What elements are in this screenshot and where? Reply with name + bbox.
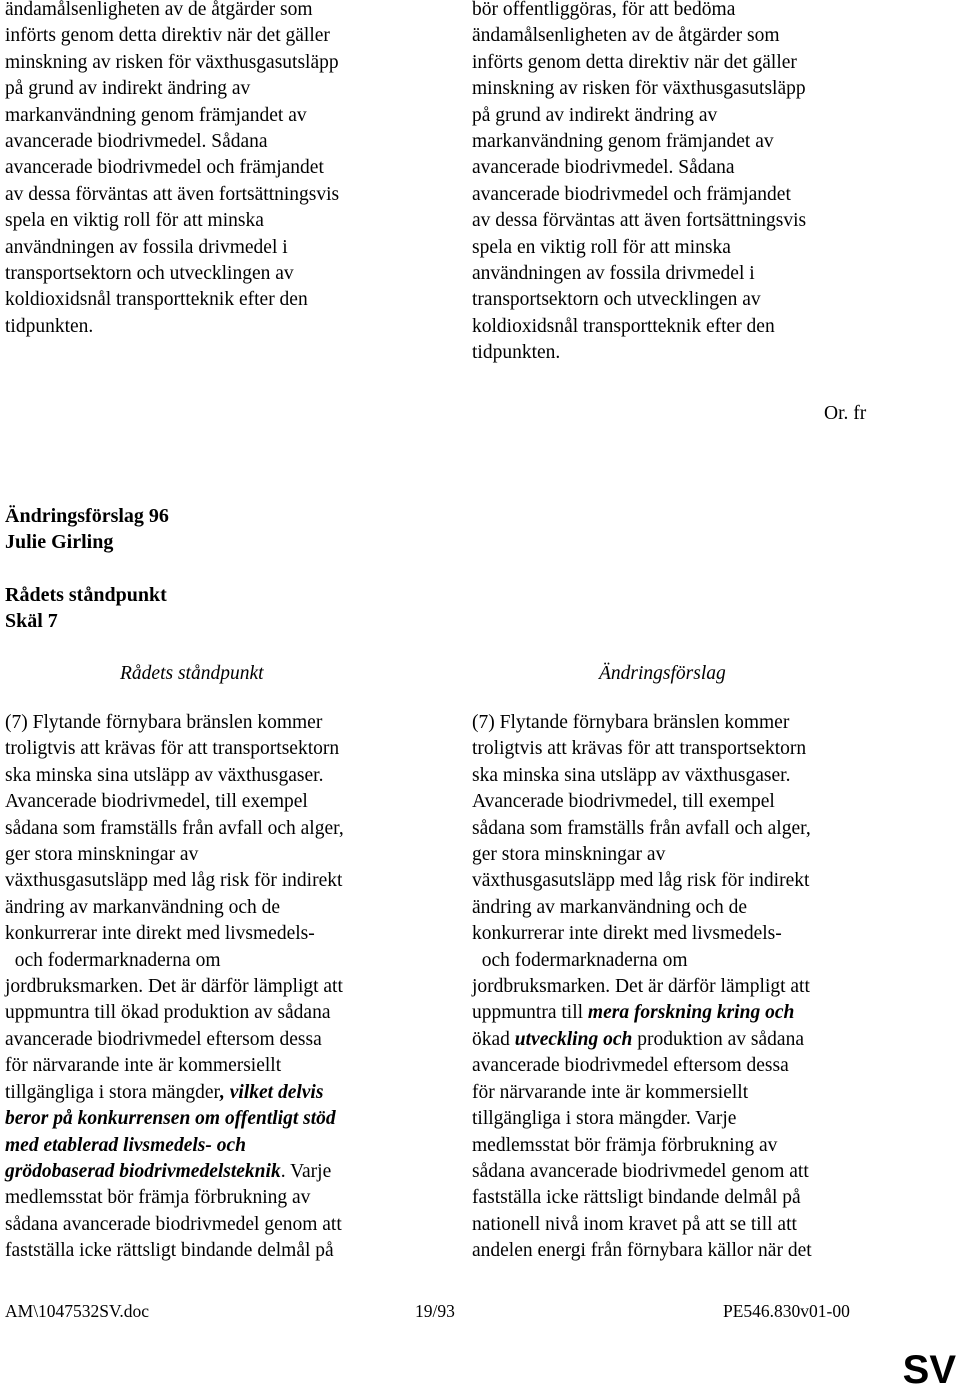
text-segment: växthusgasutsläpp med låg risk för indirekt	[472, 870, 810, 892]
text-line: avancerade biodrivmedel och främjandet	[5, 157, 324, 179]
amended-text: beror på konkurrensen om offentligt stöd	[5, 1108, 336, 1130]
text-segment: ger stora minskningar av	[472, 844, 666, 866]
top-right-text	[472, 0, 887, 367]
text-line	[5, 1106, 405, 1132]
text-segment: troligtvis att krävas för att transportsektorn	[5, 738, 340, 760]
text-segment: nationell nivå inom kravet på att se till att	[472, 1213, 797, 1235]
text-line	[472, 1027, 887, 1053]
text-line: användningen av fossila drivmedel i	[5, 236, 288, 258]
text-line: ändamålsenligheten av de åtgärder som	[472, 25, 780, 47]
text-segment: och fodermarknaderna om	[472, 949, 688, 971]
text-line	[472, 1238, 887, 1264]
amendment-author: Julie Girling	[5, 531, 114, 553]
text-segment: sådana som framställs från avfall och alger,	[472, 817, 811, 839]
text-line	[5, 736, 405, 762]
text-line	[5, 868, 405, 894]
text-line: koldioxidsnål transportteknik efter den	[472, 315, 775, 337]
text-line	[5, 1053, 405, 1079]
text-segment: uppmuntra till	[472, 1002, 588, 1024]
footer-page-number: 19/93	[415, 1301, 455, 1321]
text-line: införts genom detta direktiv när det gäller	[472, 51, 797, 73]
original-language: Or. fr	[824, 403, 867, 424]
text-line	[472, 710, 887, 736]
text-segment: fastställa icke rättsligt bindande delmål på	[472, 1187, 801, 1209]
text-line	[472, 1106, 887, 1132]
text-line: tidpunkten.	[472, 342, 561, 364]
amended-text: mera forskning kring och	[587, 1002, 795, 1024]
text-line: på grund av indirekt ändring av	[472, 104, 718, 126]
text-segment: ökad	[472, 1028, 515, 1050]
text-line: avancerade biodrivmedel och främjandet	[472, 183, 791, 205]
text-segment: ger stora minskningar av	[5, 844, 199, 866]
text-line	[472, 1000, 887, 1026]
text-line: tidpunkten.	[5, 315, 94, 337]
text-segment: konkurrerar inte direkt med livsmedels-	[472, 923, 782, 945]
text-segment: (7) Flytande förnybara bränslen kommer	[5, 712, 323, 733]
text-line	[5, 895, 405, 921]
text-line	[5, 789, 405, 815]
text-segment: sådana avancerade biodrivmedel genom att	[472, 1160, 809, 1182]
top-left-text	[5, 0, 405, 340]
text-segment: sådana som framställs från avfall och alger,	[5, 817, 344, 839]
text-line: avancerade biodrivmedel. Sådana	[472, 157, 735, 179]
text-line	[5, 710, 405, 736]
amended-text: grödobaserad biodrivmedelsteknik	[5, 1160, 281, 1182]
text-segment: medlemsstat bör främja förbrukning av	[472, 1134, 778, 1156]
text-line: av dessa förväntas att även fortsättningsvis	[5, 183, 340, 205]
amendment-recital: Skäl 7	[5, 610, 58, 632]
text-line: koldioxidsnål transportteknik efter den	[5, 289, 308, 311]
text-line: transportsektorn och utvecklingen av	[472, 289, 761, 311]
text-line	[5, 1080, 405, 1106]
text-segment: jordbruksmarken. Det är därför lämpligt att	[472, 976, 810, 998]
text-line	[5, 842, 405, 868]
text-line: markanvändning genom främjandet av	[472, 131, 774, 153]
text-line	[472, 1080, 887, 1106]
text-line	[5, 974, 405, 1000]
text-line	[472, 1159, 887, 1185]
amendment-number: Ändringsförslag 96	[5, 505, 169, 527]
text-line	[472, 816, 887, 842]
footer-version: PE546.830v01-00	[723, 1301, 850, 1321]
text-line: införts genom detta direktiv när det gäller	[5, 25, 330, 47]
text-segment: avancerade biodrivmedel eftersom dessa	[472, 1055, 789, 1077]
text-line	[472, 1053, 887, 1079]
text-segment: ska minska sina utsläpp av växthusgaser.	[5, 764, 324, 786]
text-line	[5, 1159, 405, 1185]
text-line: spela en viktig roll för att minska	[472, 236, 731, 258]
footer-doc-ref: AM\1047532SV.doc	[5, 1301, 150, 1321]
text-segment: och fodermarknaderna om	[5, 949, 221, 971]
text-segment: avancerade biodrivmedel eftersom dessa	[5, 1028, 322, 1050]
text-line	[5, 948, 405, 974]
text-line	[5, 1000, 405, 1026]
text-line	[472, 763, 887, 789]
bottom-left-text	[5, 710, 405, 1265]
text-line: markanvändning genom främjandet av	[5, 104, 307, 126]
text-line	[5, 1185, 405, 1211]
text-segment: tillgängliga i stora mängder. Varje	[472, 1108, 737, 1130]
text-line	[472, 895, 887, 921]
text-segment: . Varje	[280, 1160, 332, 1182]
text-line	[472, 974, 887, 1000]
text-line	[5, 1027, 405, 1053]
text-line: på grund av indirekt ändring av	[5, 78, 251, 100]
text-line	[5, 921, 405, 947]
text-segment: tillgängliga i stora mängder	[5, 1081, 220, 1103]
amended-text: utveckling och	[514, 1028, 633, 1050]
text-line	[5, 816, 405, 842]
text-segment: fastställa icke rättsligt bindande delmål på	[5, 1240, 334, 1262]
text-line: användningen av fossila drivmedel i	[472, 263, 755, 285]
text-line: spela en viktig roll för att minska	[5, 210, 264, 232]
amended-text: med etablerad livsmedels- och	[5, 1134, 246, 1156]
text-segment: medlemsstat bör främja förbrukning av	[5, 1187, 311, 1209]
bottom-right-text	[472, 710, 887, 1265]
text-line	[472, 789, 887, 815]
text-segment: jordbruksmarken. Det är därför lämpligt att	[5, 976, 343, 998]
text-segment: produktion av sådana	[632, 1028, 804, 1050]
text-line: avancerade biodrivmedel. Sådana	[5, 131, 268, 153]
text-line	[5, 1133, 405, 1159]
column-header-right: Ändringsförslag	[599, 663, 726, 684]
text-segment: för närvarande inte är kommersiellt	[5, 1055, 282, 1077]
text-line	[472, 1133, 887, 1159]
text-line	[5, 1238, 405, 1264]
text-segment: sådana avancerade biodrivmedel genom att	[5, 1213, 342, 1235]
text-segment: Avancerade biodrivmedel, till exempel	[472, 791, 775, 813]
text-line	[472, 868, 887, 894]
text-segment: (7) Flytande förnybara bränslen kommer	[472, 712, 790, 733]
text-segment: ska minska sina utsläpp av växthusgaser.	[472, 764, 791, 786]
text-line	[5, 763, 405, 789]
text-segment: ändring av markanvändning och de	[5, 896, 281, 918]
amended-text: , vilket delvis	[220, 1081, 324, 1103]
text-segment: växthusgasutsläpp med låg risk för indirekt	[5, 870, 343, 892]
text-line: av dessa förväntas att även fortsättningsvis	[472, 210, 807, 232]
amendment-position: Rådets ståndpunkt	[5, 584, 167, 606]
text-line	[472, 948, 887, 974]
text-line	[472, 842, 887, 868]
text-line: minskning av risken för växthusgasutsläpp	[5, 51, 339, 73]
text-segment: troligtvis att krävas för att transportsektorn	[472, 738, 807, 760]
text-line	[472, 1212, 887, 1238]
text-line: transportsektorn och utvecklingen av	[5, 263, 294, 285]
text-line: ändamålsenligheten av de åtgärder som	[5, 0, 313, 20]
text-segment: konkurrerar inte direkt med livsmedels-	[5, 923, 315, 945]
text-segment: andelen energi från förnybara källor när det	[472, 1240, 812, 1262]
text-segment: ändring av markanvändning och de	[472, 896, 748, 918]
text-line	[472, 736, 887, 762]
text-segment: uppmuntra till ökad produktion av sådana	[5, 1002, 331, 1024]
text-line: minskning av risken för växthusgasutsläpp	[472, 78, 806, 100]
text-segment: för närvarande inte är kommersiellt	[472, 1081, 749, 1103]
text-line	[472, 1185, 887, 1211]
text-line: bör offentliggöras, för att bedöma	[472, 0, 736, 20]
text-segment: Avancerade biodrivmedel, till exempel	[5, 791, 308, 813]
text-line	[472, 921, 887, 947]
text-line	[5, 1212, 405, 1238]
language-code: SV	[902, 1348, 956, 1392]
column-header-left: Rådets ståndpunkt	[120, 663, 264, 684]
